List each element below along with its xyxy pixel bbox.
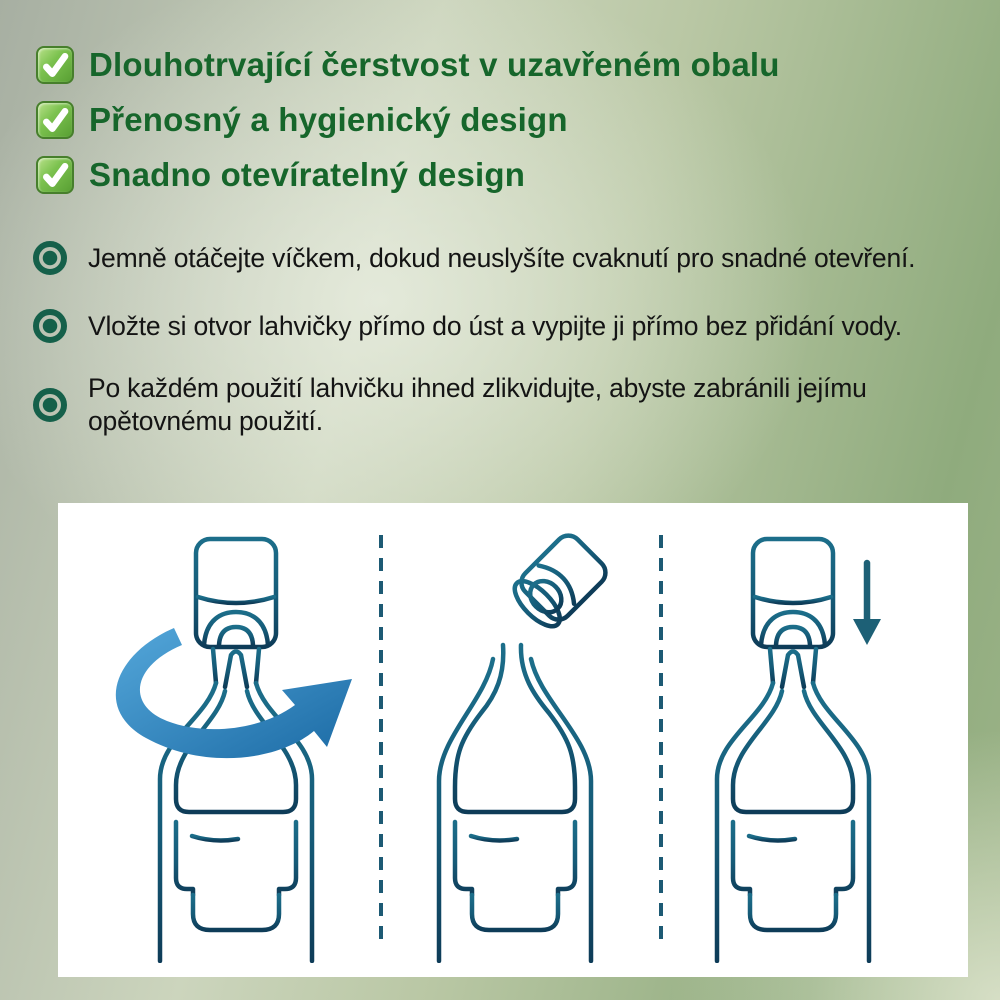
feature-item [36, 101, 990, 139]
instruction-text [88, 372, 867, 438]
feature-item [36, 46, 990, 84]
down-arrow-icon [853, 563, 881, 645]
checkbox-checked-icon [36, 46, 74, 84]
open-bottle-illustration [439, 645, 591, 961]
feature-label: Snadno otevíratelný design [89, 156, 526, 193]
feature-label: Přenosný a hygienický design [89, 101, 568, 138]
checkbox-checked-icon [36, 156, 74, 194]
instruction-text-line: Po každém použití lahvičku ihned zlikvidujte, abyste zabránili jejímu [88, 373, 867, 403]
feature-label: Dlouhotrvající čerstvost v uzavřeném obalu [89, 46, 780, 83]
capped-bottle-illustration [717, 539, 869, 961]
instruction-text-line: opětovnému použití. [88, 406, 323, 436]
instruction-item [33, 372, 867, 438]
feature-item [36, 156, 990, 194]
feature-list [36, 46, 990, 211]
target-bullet-icon [33, 241, 67, 275]
checkbox-checked-icon [36, 101, 74, 139]
instruction-text: Jemně otáčejte víčkem, dokud neuslyšíte cvaknutí pro snadné otevření. [88, 242, 916, 273]
target-bullet-icon [33, 388, 67, 422]
instruction-text: Vložte si otvor lahvičky přímo do úst a vypijte ji přímo bez přidání vody. [88, 310, 902, 341]
target-bullet-icon [33, 309, 67, 343]
dashed-divider [379, 535, 383, 945]
step-remove-cap-illustration [365, 533, 665, 963]
instruction-item [33, 241, 915, 275]
usage-diagram-panel [58, 503, 968, 977]
tilted-cap-illustration [507, 533, 611, 634]
step-discard-illustration [643, 533, 943, 963]
step-twist-cap-illustration [86, 533, 386, 963]
dashed-divider [659, 535, 663, 945]
instruction-item [33, 309, 902, 343]
